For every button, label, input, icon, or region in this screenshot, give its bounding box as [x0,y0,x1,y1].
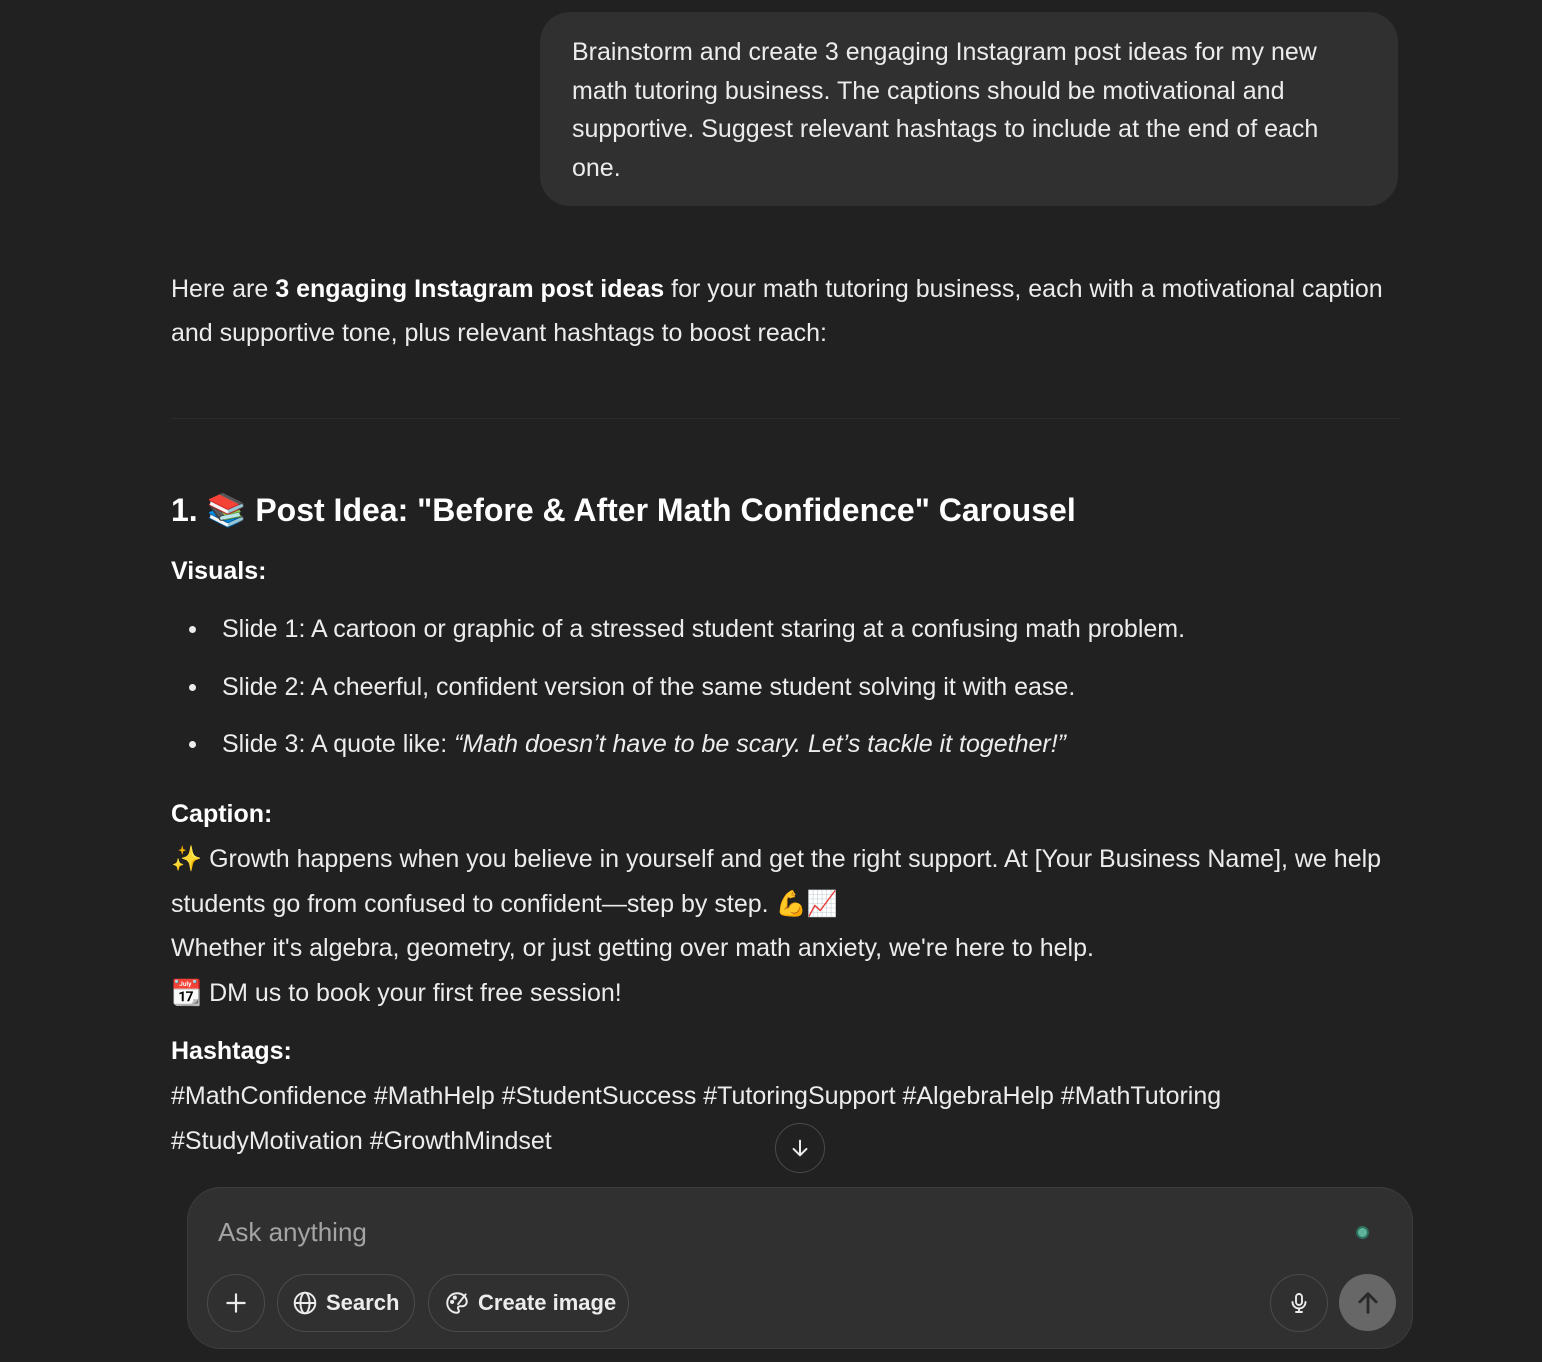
caption-line-1: ✨ Growth happens when you believe in yourself and get the right support. At [Your Business Name], we help students go from confused to confident—step by step. 💪📈 [171,845,1382,918]
visuals-label: Visuals: [171,557,267,585]
list-item [171,668,1401,726]
bullet-dot [189,626,196,633]
list-item [171,725,1401,783]
post-idea-heading: 1. 📚 Post Idea: "Before & After Math Confidence" Carousel [171,492,1076,528]
create-image-button[interactable] [428,1274,629,1332]
search-button-label: Search [326,1290,400,1315]
status-indicator [1356,1226,1369,1239]
user-message-bubble [540,12,1398,206]
caption-body [171,837,1401,1015]
voice-input-button[interactable] [1270,1274,1328,1332]
caption-label: Caption: [171,800,273,828]
paint-palette-icon [444,1290,470,1316]
intro-text-start: Here are [171,275,276,303]
intro-text-end: for your math tutoring business, each with a motivational caption and supportive tone, plus relevant hashtags to boost reach: [171,275,1383,347]
response-intro [171,267,1401,355]
slide-2-text: Slide 2: A cheerful, confident version of the same student solving it with ease. [222,672,1076,701]
section-divider [171,418,1401,419]
bullet-dot [189,741,196,748]
user-message-text: Brainstorm and create 3 engaging Instagram post ideas for my new math tutoring business. The captions should be motivational and supportive. Suggest relevant hashtags to include at the end of each one. [572,38,1319,182]
visuals-list [171,610,1401,783]
scroll-down-button[interactable] [775,1123,825,1173]
arrow-up-icon [1354,1289,1382,1317]
prompt-input[interactable] [218,1214,1318,1250]
search-button[interactable] [277,1274,415,1332]
create-image-button-label: Create image [478,1290,617,1315]
slide-3-quote: “Math doesn’t have to be scary. Let’s tackle it together!” [454,730,1066,758]
caption-line-2: Whether it's algebra, geometry, or just getting over math anxiety, we're here to help. [171,934,1094,962]
composer [187,1187,1413,1349]
globe-icon [292,1290,318,1316]
intro-bold-text: 3 engaging Instagram post ideas [275,275,665,303]
slide-3-text: Slide 3: A quote like: [222,730,455,758]
arrow-down-icon [789,1137,811,1159]
send-button[interactable] [1339,1274,1396,1331]
caption-line-3: 📆 DM us to book your first free session! [171,978,622,1007]
bullet-dot [189,684,196,691]
hashtags-label: Hashtags: [171,1037,292,1065]
microphone-icon [1287,1291,1311,1315]
list-item [171,610,1401,668]
hashtags-text: #MathConfidence #MathHelp #StudentSuccess #TutoringSupport #AlgebraHelp #MathTutoring #StudyMotivation #GrowthMindset [171,1082,1222,1155]
add-attachment-button[interactable] [207,1274,265,1332]
plus-icon [223,1290,249,1316]
slide-1-text: Slide 1: A cartoon or graphic of a stressed student staring at a confusing math problem. [222,615,1186,643]
